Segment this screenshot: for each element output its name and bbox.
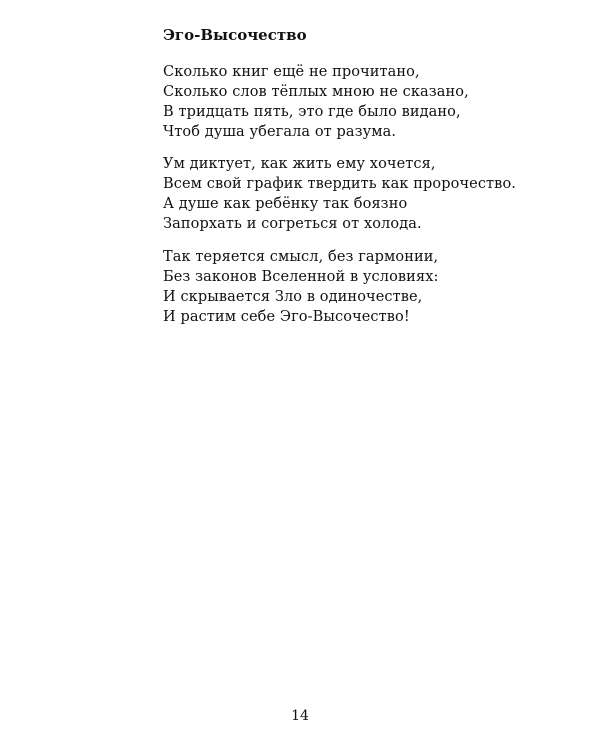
verse-line: Сколько слов тёплых мною не сказано, [163, 84, 469, 100]
verse-line: Чтоб душа убегала от разума. [163, 124, 397, 140]
verse-line: И скрывается Зло в одиночестве, [163, 289, 423, 305]
verse-line: Так теряется смысл, без гармонии, [163, 249, 439, 265]
verse-line: Всем свой график твердить как пророчество. [163, 176, 516, 192]
verse-line: А душе как ребёнку так боязно [163, 196, 408, 212]
poem-title: Эго-Высочество [163, 26, 307, 44]
page-number: 14 [291, 708, 309, 724]
stanza-3 [163, 247, 563, 327]
verse-line: Ум диктует, как жить ему хочется, [163, 156, 436, 172]
verse-line: Сколько книг ещё не прочитано, [163, 64, 420, 80]
verse-line: В тридцать пять, это где было видано, [163, 104, 461, 120]
verse-line: Без законов Вселенной в условиях: [163, 269, 439, 285]
verse-line: И растим себе Эго-Высочество! [163, 309, 410, 325]
stanza-2 [163, 154, 563, 234]
stanza-1 [163, 62, 563, 142]
verse-line: Запорхать и согреться от холода. [163, 216, 422, 232]
